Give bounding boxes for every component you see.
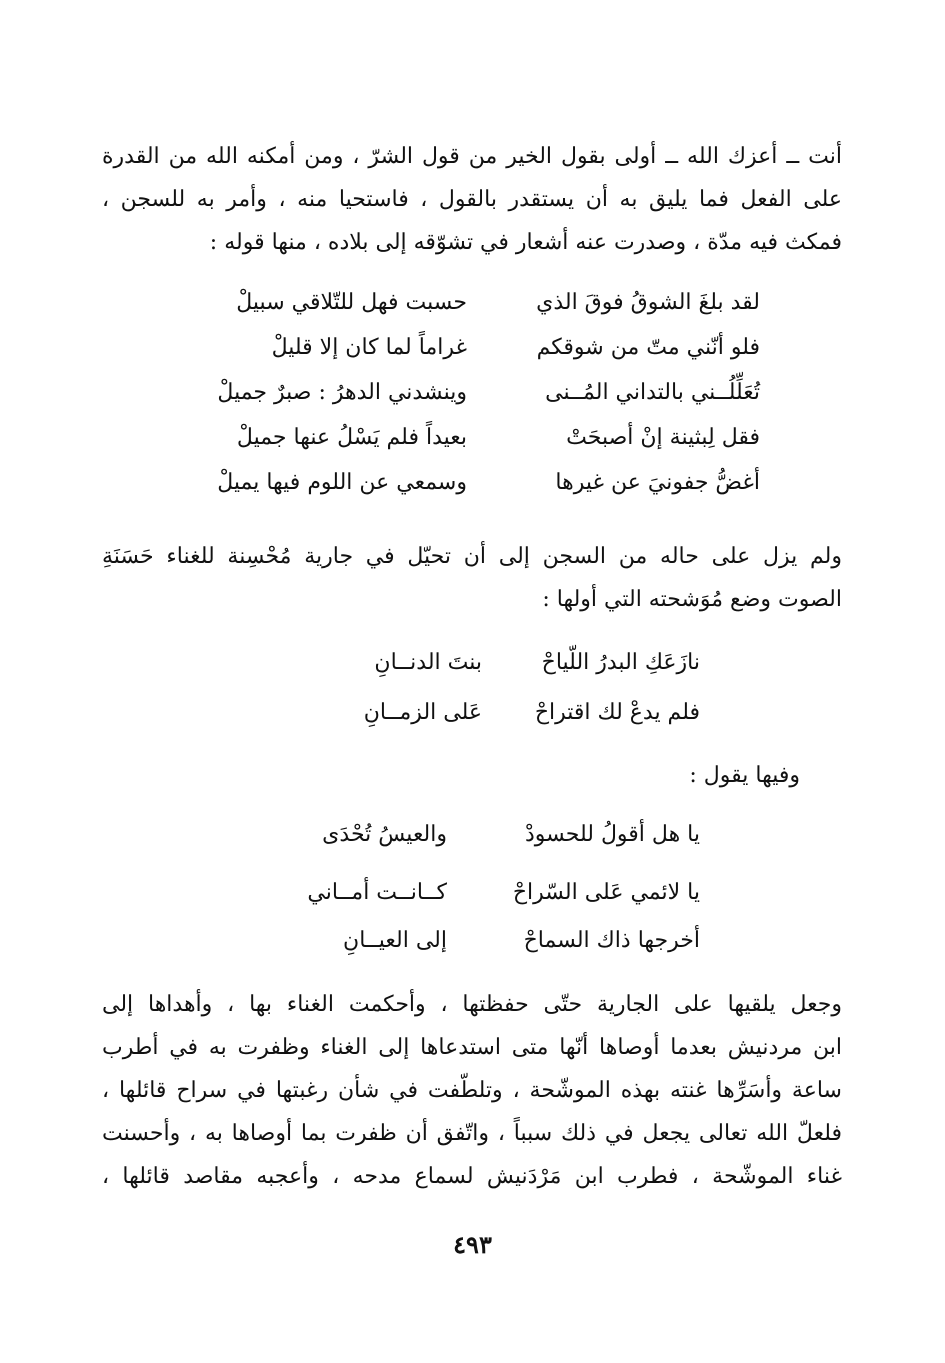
paragraph-line: الصوت وضع مُوَشحته التي أولها : [542, 587, 842, 612]
first-hemistich: يا لائمي عَلى السّراحْ [512, 880, 700, 905]
verse-line [180, 470, 760, 515]
second-paragraph [102, 535, 842, 621]
paragraph-line: ولم يزل على حاله من السجن إلى أن تحيّل في جارية مُحْسِنة للغناء حَسَنَةِ [102, 544, 843, 569]
paragraph-line: على الفعل فما يليق به أن يستقدر بالقول ، فاستحيا منه ، وأمر به للسجن ، [102, 187, 842, 212]
verse-line [270, 822, 700, 880]
second-hemistich: وينشدني الدهرُ : صبرٌ جميلْ [217, 380, 467, 405]
first-hemistich: يا هل أقولُ للحسودْ [524, 822, 700, 847]
first-hemistich: نازَعَكِ البدرُ اللّياحْ [541, 650, 700, 675]
second-hemistich: غراماً لما كان إلا قليلْ [271, 335, 467, 360]
first-hemistich: لقد بلغَ الشوقُ فوقَ الذي [536, 290, 760, 315]
second-hemistich: عَلى الزمــانِ [363, 700, 482, 725]
second-hemistich: بنتَ الدنــانِ [374, 650, 482, 675]
verse-line [270, 928, 700, 976]
second-hemistich: إلى العيــانِ [343, 928, 447, 953]
first-hemistich: فلم يدعْ لك اقتراحْ [534, 700, 700, 725]
paragraph-line: ساعة وأسَرِّها غنته بهذه الموشّحة ، وتلطّفت في شأن رغبتها في سراح قائلها ، [102, 1078, 842, 1103]
muwashshah-inner [270, 822, 700, 976]
page-number: ٤٩٣ [453, 1230, 492, 1259]
first-hemistich: أخرجها ذاك السماحْ [523, 928, 700, 953]
verse-line [300, 650, 700, 700]
second-hemistich: بعيداً فلم يَسْلُ عنها جميلْ [236, 425, 467, 450]
verse-line [300, 700, 700, 750]
poem-one [180, 290, 760, 515]
paragraph-line: وجعل يلقيها على الجارية حتّى حفظتها ، وأحكمت الغناء بها ، وأهداها إلى [102, 992, 842, 1017]
paragraph-line: فلعلّ الله تعالى يجعل في ذلك سبباً ، واتّفق أن ظفرت بما أوصاها به ، وأحسنت [102, 1121, 842, 1146]
second-hemistich: كــانــت أمــاني [307, 880, 447, 905]
first-hemistich: أغضُّ جفونيَ عن غيرها [555, 470, 760, 495]
paragraph-line: أنت ــ أعزك الله ــ أولى بقول الخير من قول الشرّ ، ومن أمكنه الله من القدرة [102, 144, 842, 169]
intro-paragraph [102, 135, 842, 264]
lead-in: وفيها يقول : [689, 763, 800, 788]
second-hemistich: وسمعي عن اللوم فيها يميلْ [217, 470, 467, 495]
first-hemistich: فلو أنّني متّ من شوقكم [536, 335, 760, 360]
second-hemistich: حسبت فهل للتّلاقي سبيلْ [236, 290, 467, 315]
paragraph-line: ابن مردنيش بعدما أوصاها أنّها متى استدعاها إلى الغناء وظفرت به في أطرب [102, 1035, 842, 1060]
first-hemistich: فقل لِبثينة إنْ أصبحَتْ [566, 425, 760, 450]
paragraph-line: فمكث فيه مدّة ، وصدرت عنه أشعار في تشوّقه إلى بلاده ، منها قوله : [209, 230, 842, 255]
verse-line [180, 335, 760, 380]
verse-line [180, 380, 760, 425]
verse-line [180, 425, 760, 470]
closing-paragraph [102, 983, 842, 1198]
verse-line [180, 290, 760, 335]
first-hemistich: تُعَلِّلُــني بالتداني المُــنى [545, 380, 760, 405]
paragraph-line: غناء الموشّحة ، فطرب ابن مَرْدَنيش لسماع مدحه ، وأعجبه مقاصد قائلها ، [102, 1164, 842, 1189]
second-hemistich: والعيسُ تُحْدَى [322, 822, 447, 847]
muwashshah-opening [300, 650, 700, 750]
verse-line [270, 880, 700, 928]
